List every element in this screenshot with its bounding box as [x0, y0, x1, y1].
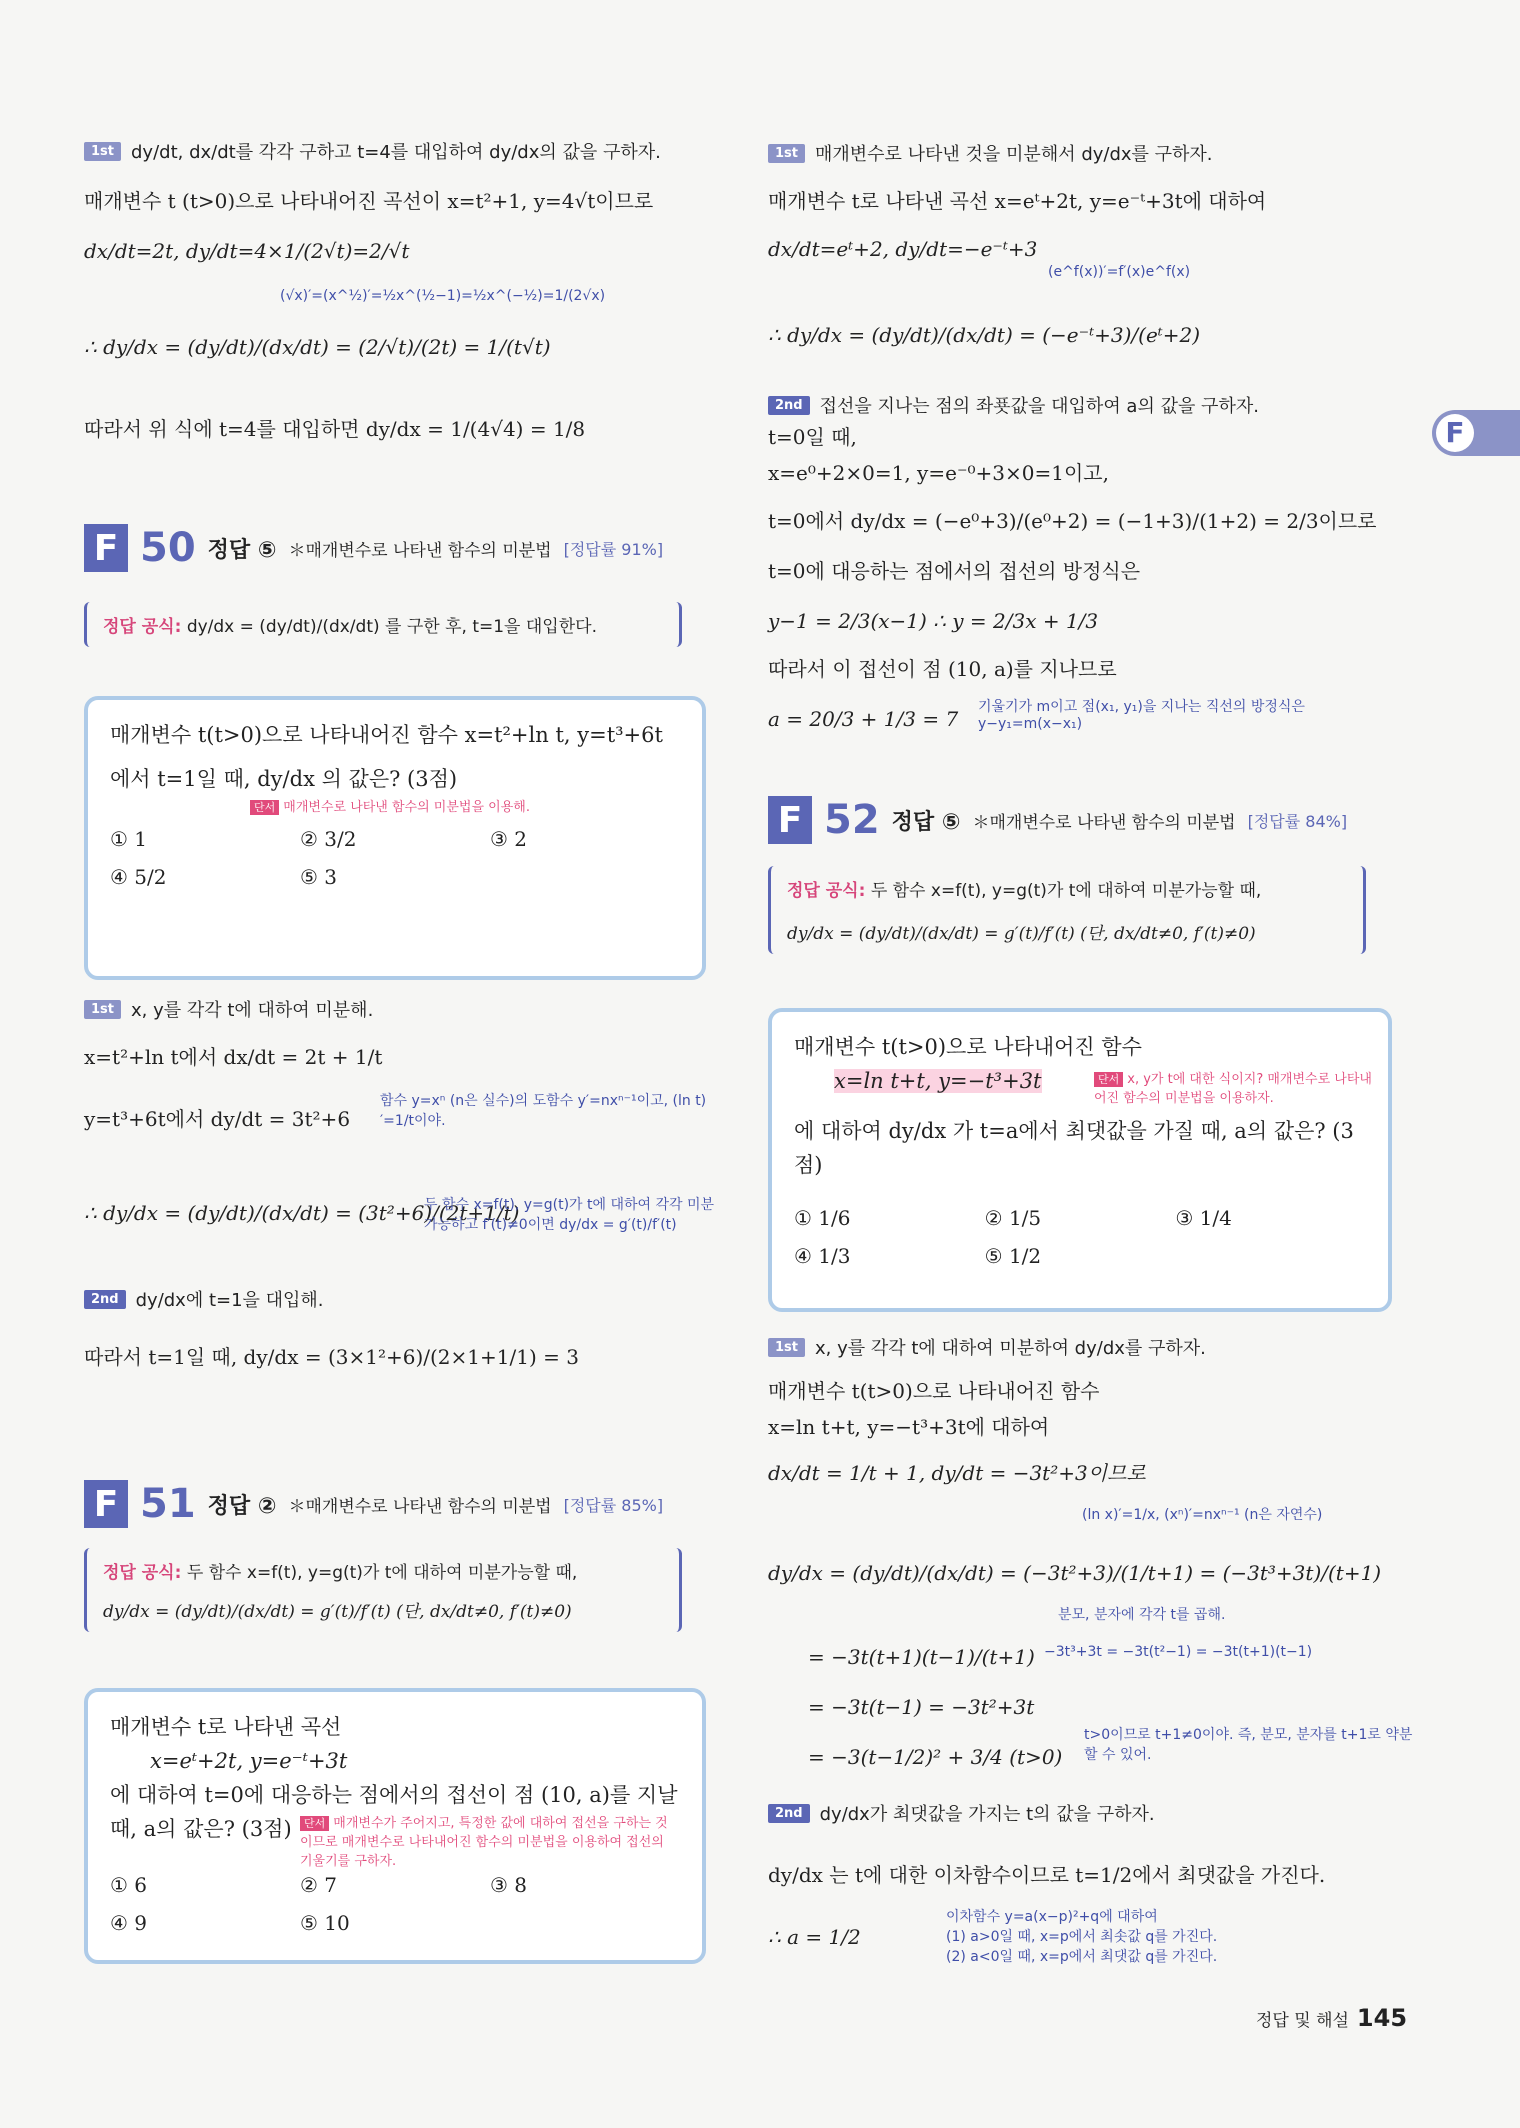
sol-line: t=0에서 dy/dx = (−e⁰+3)/(e⁰+2) = (−1+3)/(1+2) = 2/3이므로	[768, 509, 1377, 533]
problem-text: 에 대하여 dy/dx 가 t=a에서 최댓값을 가질 때, a의 값은? (3점)	[794, 1119, 1354, 1177]
note-line: (2) a<0일 때, x=p에서 최댓값 q를 가진다.	[946, 1949, 1218, 1965]
choice-3[interactable]: ③ 2	[490, 827, 528, 851]
step-2-p51	[768, 392, 1259, 418]
choice-1[interactable]: ① 1	[110, 827, 148, 851]
step-1-p50	[84, 996, 373, 1022]
sol-line: x=t²+ln t에서 dx/dt = 2t + 1/t	[84, 1045, 383, 1069]
f-label: F	[768, 796, 812, 844]
sol-line: a = 20/3 + 1/3 = 7	[768, 707, 959, 731]
sol-line: ∴ dy/dx = (dy/dt)/(dx/dt) = (−e⁻ᵗ+3)/(eᵗ+2)	[768, 323, 1201, 347]
accuracy-rate: [정답률 91%]	[563, 539, 664, 559]
sol-line: t=0에 대응하는 점에서의 접선의 방정식은	[768, 559, 1141, 583]
hint-tag: 단서	[300, 1816, 329, 1831]
badge-2nd: 2nd	[768, 1804, 810, 1823]
problem-box-51	[84, 1688, 706, 1964]
choices	[794, 1206, 1366, 1268]
sol-line: y−1 = 2/3(x−1) ∴ y = 2/3x + 1/3	[768, 609, 1099, 633]
choice-5-correct[interactable]: ⑤ 1/2	[984, 1244, 1042, 1268]
sol-line: dy/dx = (dy/dt)/(dx/dt) = (−3t²+3)/(1/t+1) = (−3t³+3t)/(t+1)	[768, 1561, 1382, 1585]
choice-5[interactable]: ⑤ 10	[300, 1911, 350, 1935]
side-note: 분모, 분자에 각각 t를 곱해.	[1058, 1607, 1226, 1623]
problem-text: 매개변수 t(t>0)으로 나타내어진 함수 x=t²+ln t, y=t³+6t	[110, 723, 663, 747]
formula-eq: dy/dx = (dy/dt)/(dx/dt) = g′(t)/f′(t) (단, dx/dt≠0, f′(t)≠0)	[103, 1602, 572, 1622]
sol-line: ∴ dy/dx = (dy/dt)/(dx/dt) = (3t²+6)/(2t+1/t)	[84, 1201, 520, 1225]
step-text: 매개변수로 나타낸 것을 미분해서 dy/dx를 구하자.	[815, 144, 1213, 165]
side-note: 기울기가 m이고 점(x₁, y₁)을 지나는 직선의 방정식은 y−y₁=m(x−x₁)	[978, 699, 1305, 732]
choice-1[interactable]: ① 1/6	[794, 1206, 851, 1230]
badge-1st: 1st	[768, 144, 805, 163]
step-text: x, y를 각각 t에 대하여 미분해.	[131, 1000, 374, 1021]
hint-tag: 단서	[1094, 1072, 1123, 1087]
sol-line: = −3t(t+1)(t−1)/(t+1)	[808, 1645, 1035, 1669]
sol-line: x=e⁰+2×0=1, y=e⁻⁰+3×0=1이고,	[768, 461, 1109, 485]
section-tab-letter: F	[1436, 414, 1474, 452]
sol-line: 매개변수 t (t>0)으로 나타내어진 곡선이 x=t²+1, y=4√t이므로	[84, 189, 654, 213]
choice-3[interactable]: ③ 1/4	[1175, 1206, 1232, 1230]
f-label: F	[84, 1480, 128, 1528]
side-note: (√x)′=(x^½)′=½x^(½−1)=½x^(−½)=1/(2√x)	[280, 288, 606, 304]
formula-label: 정답 공식:	[787, 881, 866, 901]
choice-3[interactable]: ③ 8	[490, 1873, 528, 1897]
answer-label: 정답 ⑤	[207, 537, 277, 563]
answer-label: 정답 ⑤	[891, 809, 961, 835]
formula-box	[84, 1548, 682, 1632]
side-note: (e^f(x))′=f′(x)e^f(x)	[1048, 264, 1191, 280]
side-note: 함수 y=xⁿ (n은 실수)의 도함수 y′=nxⁿ⁻¹이고, (ln t)′=1/t이야.	[380, 1093, 707, 1129]
side-note: t>0이므로 t+1≠0이야. 즉, 분모, 분자를 t+1로 약분할 수 있어.	[1084, 1727, 1413, 1763]
choice-4[interactable]: ④ 1/3	[794, 1244, 851, 1268]
step-text: x, y를 각각 t에 대하여 미분하여 dy/dx를 구하자.	[815, 1338, 1206, 1359]
badge-1st: 1st	[768, 1338, 805, 1357]
hint	[1094, 1068, 1384, 1106]
formula-box	[768, 866, 1366, 954]
sol-line: 매개변수 t(t>0)으로 나타내어진 함수	[768, 1379, 1100, 1403]
choices	[110, 1873, 680, 1935]
step-1-p49	[84, 138, 661, 164]
topic: ＊매개변수로 나타낸 함수의 미분법	[288, 540, 552, 561]
sol-line: = −3(t−1/2)² + 3/4 (t>0)	[808, 1745, 1063, 1769]
footer-label: 정답 및 해설	[1256, 2011, 1349, 2031]
problem-number: 52	[824, 797, 880, 843]
problem-box-52	[768, 1008, 1392, 1312]
side-note: 두 함수 x=f(t), y=g(t)가 t에 대하여 각각 미분가능하고 f′(t)≠0이면 dy/dx = g′(t)/f′(t)	[424, 1197, 715, 1233]
topic: ＊매개변수로 나타낸 함수의 미분법	[288, 1496, 552, 1517]
sol-line: dx/dt=2t, dy/dt=4×1/(2√t)=2/√t	[84, 239, 410, 263]
hint-text: x, y가 t에 대한 식이지? 매개변수로 나타내어진 함수의 미분법을 이용하자.	[1094, 1072, 1372, 1106]
problem-text: 매개변수 t로 나타낸 곡선	[110, 1715, 342, 1739]
formula-label: 정답 공식:	[103, 617, 182, 637]
problem-text: x=ln t+t, y=−t³+3t	[834, 1069, 1042, 1093]
formula-text: 두 함수 x=f(t), y=g(t)가 t에 대하여 미분가능할 때,	[870, 881, 1262, 901]
choice-4[interactable]: ④ 9	[110, 1911, 148, 1935]
problem-header-50	[84, 524, 663, 572]
hint	[250, 796, 680, 815]
problem-number: 51	[140, 1481, 196, 1527]
formula-label: 정답 공식:	[103, 1563, 182, 1583]
sol-line: = −3t(t−1) = −3t²+3t	[808, 1695, 1035, 1719]
formula-text: dy/dx = (dy/dt)/(dx/dt) 를 구한 후, t=1을 대입한다.	[186, 617, 597, 637]
badge-1st: 1st	[84, 1000, 121, 1019]
sol-line: t=0일 때,	[768, 425, 857, 449]
sol-line: 매개변수 t로 나타낸 곡선 x=eᵗ+2t, y=e⁻ᵗ+3t에 대하여	[768, 189, 1267, 213]
sol-line: 따라서 t=1일 때, dy/dx = (3×1²+6)/(2×1+1/1) = 3	[84, 1345, 579, 1369]
section-tab	[1432, 410, 1520, 456]
problem-text: 에 대하여 t=0에 대응하는 점에서의 접선이 점 (10, a)를 지날	[110, 1783, 678, 1807]
step-1-p52	[768, 1334, 1206, 1360]
page-number: 145	[1356, 2004, 1408, 2032]
accuracy-rate: [정답률 85%]	[563, 1495, 664, 1515]
sol-line: ∴ dy/dx = (dy/dt)/(dx/dt) = (2/√t)/(2t) = 1/(t√t)	[84, 335, 551, 359]
step-2-p52	[768, 1800, 1155, 1826]
badge-1st: 1st	[84, 142, 121, 161]
sol-line: 따라서 위 식에 t=4를 대입하면 dy/dx = 1/(4√4) = 1/8	[84, 417, 586, 441]
problem-text: 때, a의 값은? (3점)	[110, 1817, 292, 1841]
sol-line: dy/dx 는 t에 대한 이차함수이므로 t=1/2에서 최댓값을 가진다.	[768, 1863, 1326, 1887]
step-text: dy/dx에 t=1을 대입해.	[135, 1290, 324, 1311]
problem-text: x=eᵗ+2t, y=e⁻ᵗ+3t	[150, 1749, 348, 1773]
note-line: (1) a>0일 때, x=p에서 최솟값 q를 가진다.	[946, 1929, 1218, 1945]
formula-text: 두 함수 x=f(t), y=g(t)가 t에 대하여 미분가능할 때,	[186, 1563, 578, 1583]
f-label: F	[84, 524, 128, 572]
choice-4[interactable]: ④ 5/2	[110, 865, 167, 889]
hint	[300, 1812, 680, 1869]
accuracy-rate: [정답률 84%]	[1247, 811, 1348, 831]
sol-line: 따라서 이 접선이 점 (10, a)를 지나므로	[768, 657, 1117, 681]
side-note: (ln x)′=1/x, (xⁿ)′=nxⁿ⁻¹ (n은 자연수)	[1082, 1507, 1323, 1523]
formula-box	[84, 602, 682, 647]
choice-1[interactable]: ① 6	[110, 1873, 148, 1897]
sol-line: y=t³+6t에서 dy/dt = 3t²+6	[84, 1107, 351, 1131]
problem-header-51	[84, 1480, 663, 1528]
step-text: 접선을 지나는 점의 좌푯값을 대입하여 a의 값을 구하자.	[819, 396, 1259, 417]
badge-2nd: 2nd	[84, 1290, 126, 1309]
page-footer	[1256, 2004, 1407, 2032]
hint-text: 매개변수가 주어지고, 특정한 값에 대하여 접선을 구하는 것이므로 매개변수로 나타내어진 함수의 미분법을 이용하여 접선의 기울기를 구하자.	[300, 1816, 668, 1869]
sol-line: ∴ a = 1/2	[768, 1925, 861, 1949]
step-1-p51	[768, 140, 1213, 166]
note-line: 이차함수 y=a(x−p)²+q에 대하여	[946, 1909, 1158, 1925]
side-note	[946, 1906, 1217, 1966]
sol-line: x=ln t+t, y=−t³+3t에 대하여	[768, 1415, 1050, 1439]
choices	[110, 827, 680, 889]
problem-text: 에서 t=1일 때, dy/dx 의 값은? (3점)	[110, 767, 458, 791]
step-text: dy/dt, dx/dt를 각각 구하고 t=4를 대입하여 dy/dx의 값을 구하자.	[131, 142, 661, 163]
hint-text: 매개변수로 나타낸 함수의 미분법을 이용해.	[283, 800, 530, 815]
problem-header-52	[768, 796, 1347, 844]
choice-2[interactable]: ② 3/2	[300, 827, 357, 851]
choice-5-correct[interactable]: ⑤ 3	[300, 865, 338, 889]
step-text: dy/dx가 최댓값을 가지는 t의 값을 구하자.	[819, 1804, 1155, 1825]
hint-tag: 단서	[250, 800, 279, 815]
problem-box-50	[84, 696, 706, 980]
answer-label: 정답 ②	[207, 1493, 277, 1519]
formula-eq: dy/dx = (dy/dt)/(dx/dt) = g′(t)/f′(t) (단, dx/dt≠0, f′(t)≠0)	[787, 924, 1256, 944]
side-note: −3t³+3t = −3t(t²−1) = −3t(t+1)(t−1)	[1044, 1644, 1313, 1660]
choice-2-correct[interactable]: ② 7	[300, 1873, 338, 1897]
sol-line: dx/dt=eᵗ+2, dy/dt=−e⁻ᵗ+3	[768, 237, 1038, 261]
badge-2nd: 2nd	[768, 396, 810, 415]
sol-line: dx/dt = 1/t + 1, dy/dt = −3t²+3이므로	[768, 1461, 1146, 1485]
topic: ＊매개변수로 나타낸 함수의 미분법	[972, 812, 1236, 833]
choice-2[interactable]: ② 1/5	[984, 1206, 1042, 1230]
problem-text: 매개변수 t(t>0)으로 나타내어진 함수	[794, 1035, 1142, 1059]
step-2-p50	[84, 1286, 324, 1312]
problem-number: 50	[140, 525, 196, 571]
